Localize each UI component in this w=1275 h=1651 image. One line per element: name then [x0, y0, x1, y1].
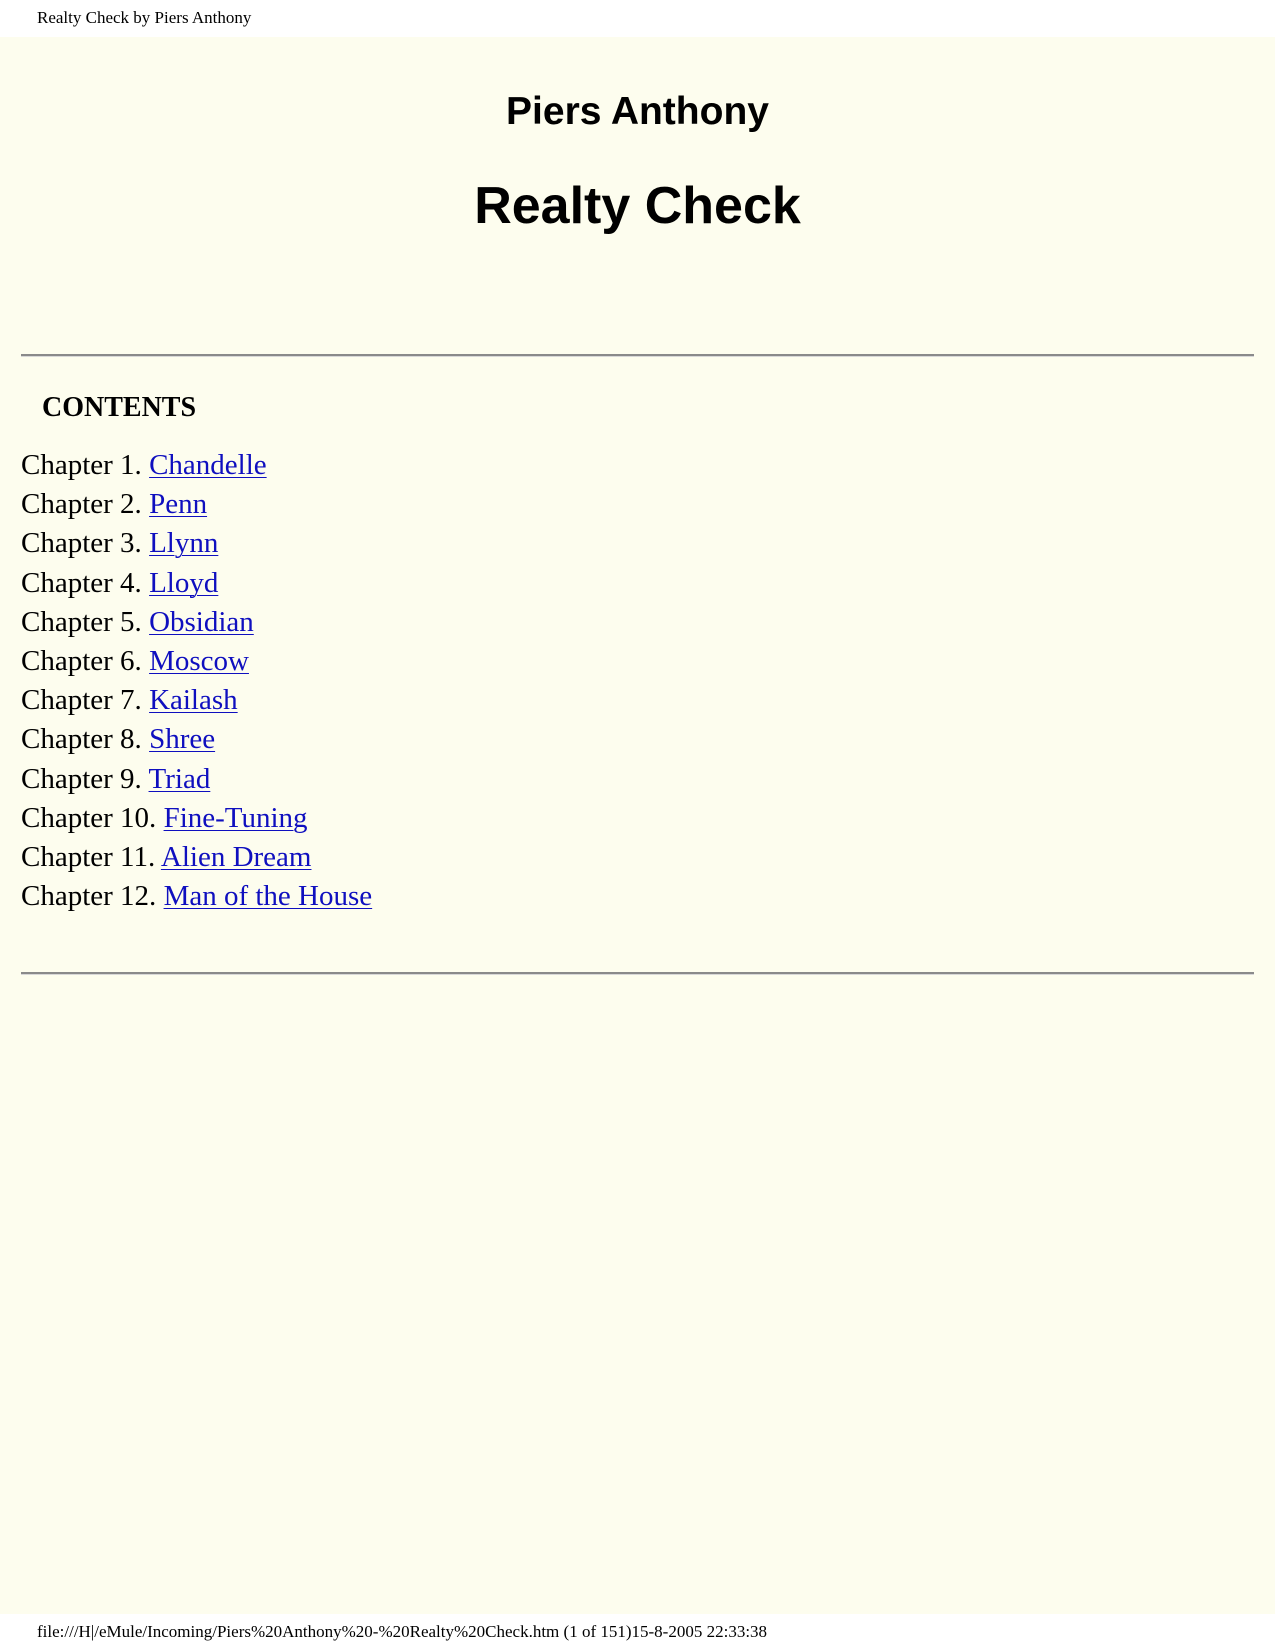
- print-header-text: Realty Check by Piers Anthony: [37, 8, 252, 27]
- chapter-number: Chapter 10.: [21, 801, 157, 834]
- chapter-number: Chapter 1.: [21, 449, 142, 481]
- chapter-link[interactable]: Alien Dream: [160, 840, 312, 873]
- chapter-number: Chapter 6.: [21, 644, 142, 677]
- chapter-link[interactable]: Penn: [149, 488, 208, 521]
- toc-item: [21, 760, 372, 799]
- chapter-link[interactable]: Lloyd: [149, 566, 219, 599]
- chapter-link[interactable]: Llynn: [149, 527, 219, 560]
- chapter-link[interactable]: Triad: [148, 762, 211, 795]
- toc-item: [21, 720, 372, 759]
- toc-item: [21, 838, 372, 877]
- print-header: [0, 0, 1275, 37]
- chapter-link[interactable]: Shree: [149, 723, 216, 756]
- horizontal-rule-top: [21, 354, 1254, 357]
- chapter-link[interactable]: Moscow: [149, 644, 249, 677]
- chapter-number: Chapter 9.: [21, 762, 142, 795]
- toc-item: [21, 524, 372, 563]
- table-of-contents: [21, 446, 372, 916]
- toc-item: [21, 603, 372, 642]
- toc-item: [21, 564, 372, 603]
- document-page: [0, 37, 1275, 1614]
- chapter-link[interactable]: Kailash: [149, 684, 238, 717]
- chapter-number: Chapter 8.: [21, 723, 142, 756]
- print-footer-text: file:///H|/eMule/Incoming/Piers%20Anthony%20-%20Realty%20Check.htm (1 of 151)15-8-2005 22:33:38: [37, 1622, 768, 1641]
- chapter-link[interactable]: Obsidian: [149, 605, 254, 638]
- chapter-number: Chapter 11.: [21, 840, 156, 873]
- chapter-number: Chapter 7.: [21, 684, 142, 717]
- toc-item: [21, 799, 372, 838]
- author-heading: Piers Anthony: [506, 90, 769, 133]
- chapter-number: Chapter 4.: [21, 566, 142, 599]
- chapter-number: Chapter 5.: [21, 605, 142, 638]
- toc-item: [21, 681, 372, 720]
- chapter-number: Chapter 2.: [21, 488, 142, 521]
- print-footer: [0, 1614, 1275, 1651]
- chapter-number: Chapter 12.: [21, 880, 157, 913]
- contents-heading: CONTENTS: [42, 392, 197, 423]
- chapter-link[interactable]: Fine-Tuning: [163, 801, 308, 834]
- toc-item: [21, 877, 372, 916]
- toc-item: [21, 446, 372, 485]
- horizontal-rule-bottom: [21, 972, 1254, 975]
- chapter-link[interactable]: Man of the House: [163, 880, 373, 913]
- toc-item: [21, 642, 372, 681]
- toc-item: [21, 485, 372, 524]
- chapter-number: Chapter 3.: [21, 527, 142, 560]
- chapter-link[interactable]: Chandelle: [149, 449, 267, 481]
- book-title: Realty Check: [474, 177, 801, 235]
